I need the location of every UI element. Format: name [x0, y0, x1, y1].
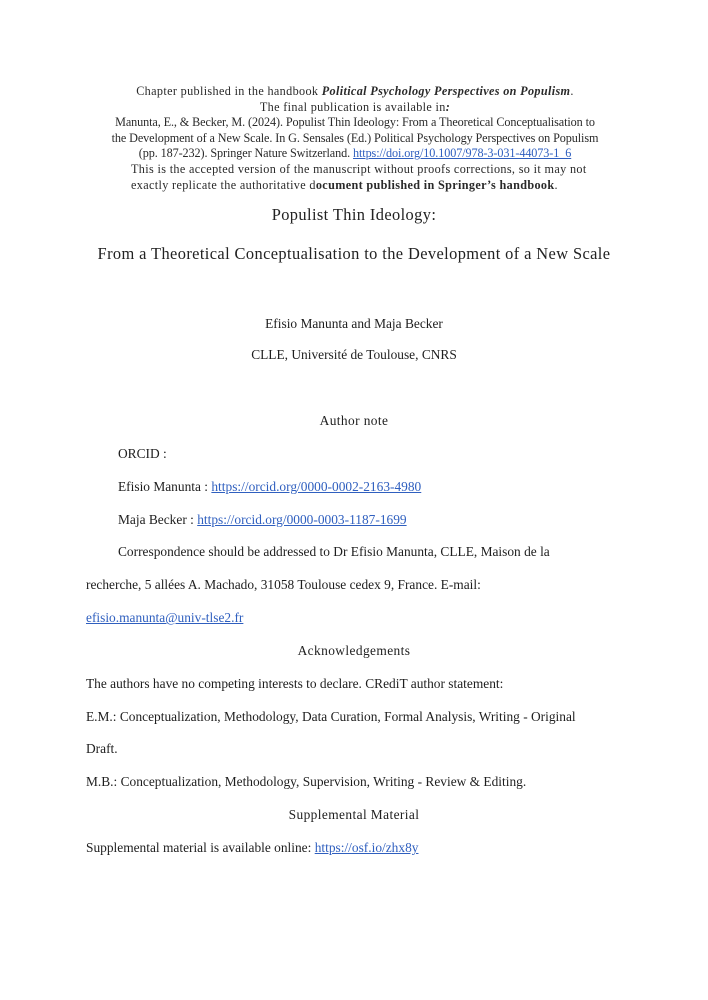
osf-link[interactable]: https://osf.io/zhx8y [314, 840, 419, 855]
citation-line-2: the Development of a New Scale. In G. Sensales (Ed.) Political Psychology Perspectives on Populism [111, 130, 599, 145]
correspondence-line-2: recherche, 5 allées A. Machado, 31058 Toulouse cedex 9, France. E-mail: [86, 577, 481, 592]
acknowledgements-line-1: The authors have no competing interests to declare. CRediT author statement: [86, 676, 504, 691]
orcid-line-manunta: Efisio Manunta : https://orcid.org/0000-0002-2163-4980 [118, 479, 422, 494]
accepted-version-note-line-1: This is the accepted version of the manuscript without proofs corrections, so it may not [131, 161, 587, 176]
acknowledgements-line-4: M.B.: Conceptualization, Methodology, Supervision, Writing - Review & Editing. [86, 774, 527, 789]
orcid-line-becker: Maja Becker : https://orcid.org/0000-0003-1187-1699 [118, 512, 407, 527]
publication-notice [60, 84, 650, 193]
correspondence-line-1: Correspondence should be addressed to Dr Efisio Manunta, CLLE, Maison de la [118, 544, 550, 559]
citation-line-1: Manunta, E., & Becker, M. (2024). Populist Thin Ideology: From a Theoretical Conceptualisation to [115, 115, 595, 130]
acknowledgements-heading: Acknowledgements [297, 643, 411, 658]
notice-line-1: Chapter published in the handbook Political Psychology Perspectives on Populism. [136, 84, 574, 98]
doi-link[interactable]: https://doi.org/10.1007/978-3-031-44073-1_6 [353, 146, 572, 161]
paper-title: Populist Thin Ideology: [271, 205, 437, 224]
author-note-heading: Author note [319, 413, 389, 428]
accepted-version-note-line-2: exactly replicate the authoritative document published in Springer’s handbook. [131, 177, 558, 192]
acknowledgements-line-2: E.M.: Conceptualization, Methodology, Data Curation, Formal Analysis, Writing - Original [86, 709, 576, 724]
author-names: Efisio Manunta and Maja Becker [265, 316, 443, 331]
orcid-link-manunta[interactable]: https://orcid.org/0000-0002-2163-4980 [211, 479, 422, 494]
orcid-label: ORCID : [118, 446, 167, 461]
book-title: Political Psychology Perspectives on Populism [321, 84, 571, 98]
citation-line-3: (pp. 187-232). Springer Nature Switzerland. https://doi.org/10.1007/978-3-031-44073-1_6 [138, 146, 572, 161]
author-affiliation: CLLE, Université de Toulouse, CNRS [251, 347, 457, 362]
email-link[interactable]: efisio.manunta@univ-tlse2.fr [86, 610, 244, 625]
supplemental-heading: Supplemental Material [288, 807, 420, 822]
acknowledgements-line-3: Draft. [86, 741, 118, 756]
notice-line-2: The final publication is available in: [259, 99, 451, 114]
orcid-link-becker[interactable]: https://orcid.org/0000-0003-1187-1699 [197, 512, 407, 527]
paper-subtitle: From a Theoretical Conceptualisation to the Development of a New Scale [97, 244, 611, 263]
email-line [86, 610, 243, 626]
supplemental-line: Supplemental material is available online: https://osf.io/zhx8y [86, 840, 419, 855]
